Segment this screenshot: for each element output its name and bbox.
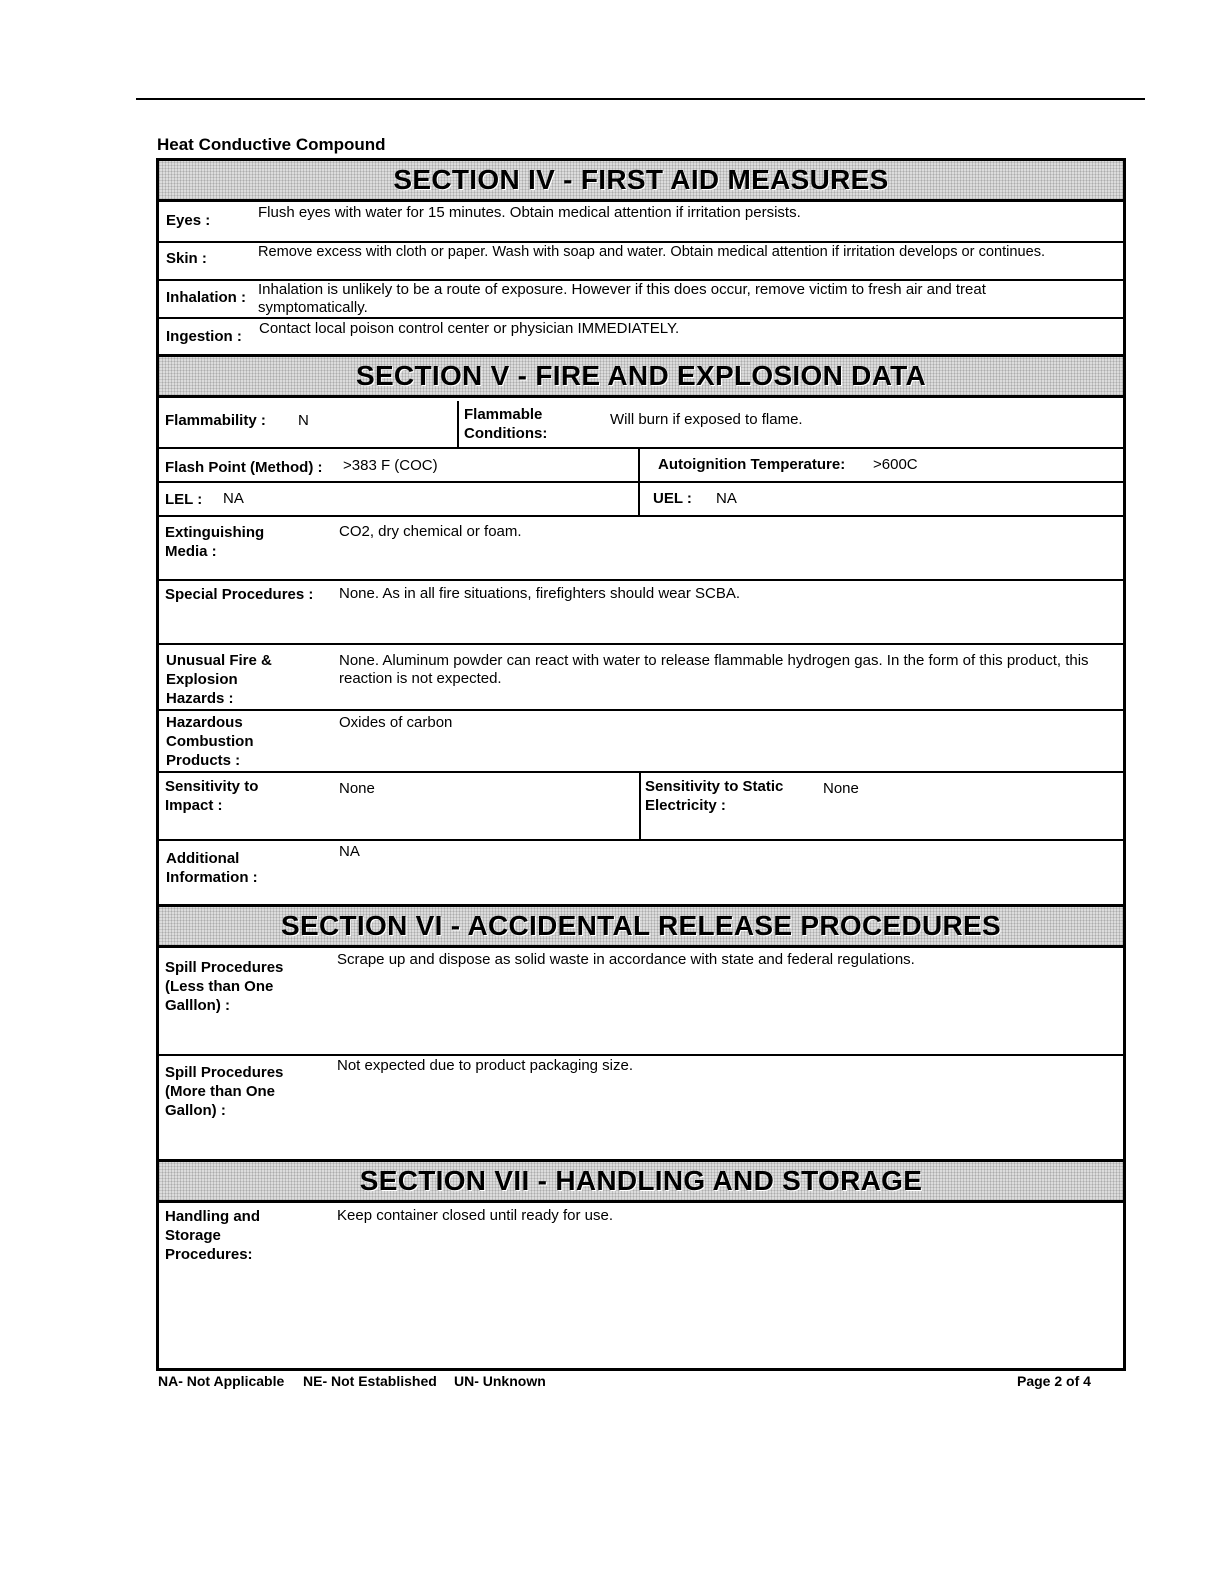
section-vi-header <box>159 907 1123 948</box>
spill-large-value: Not expected due to product packaging size. <box>337 1057 634 1074</box>
skin-label: Skin : <box>166 250 207 267</box>
flammability-value: N <box>298 412 309 429</box>
row-divider <box>159 839 1123 841</box>
autoignition-label: Autoignition Temperature: <box>658 456 846 473</box>
row-divider <box>159 1054 1123 1056</box>
autoignition-value: >600C <box>873 456 918 473</box>
inhalation-label: Inhalation : <box>166 289 246 306</box>
cell-divider <box>639 773 641 839</box>
unusual-hazards-value: None. Aluminum powder can react with water to release flammable hydrogen gas. In the form of this product, this reaction is not expected. <box>339 652 1089 687</box>
spill-large-label: Spill Procedures (More than One Gallon) : <box>165 1064 284 1119</box>
top-rule <box>136 98 1145 100</box>
row-divider <box>159 709 1123 711</box>
row-divider <box>159 515 1123 517</box>
sensitivity-impact-value: None <box>339 780 375 797</box>
extinguishing-label: Extinguishing Media : <box>165 524 265 560</box>
row-divider <box>159 481 1123 483</box>
lel-value: NA <box>223 490 244 507</box>
row-divider <box>159 643 1123 645</box>
additional-info-label: Additional Information : <box>166 850 258 886</box>
sensitivity-static-label: Sensitivity to Static Electricity : <box>645 778 784 814</box>
extinguishing-value: CO2, dry chemical or foam. <box>339 523 522 540</box>
row-divider <box>159 447 1123 449</box>
lel-label: LEL : <box>165 491 203 508</box>
row-divider <box>159 317 1123 319</box>
product-name: Heat Conductive Compound <box>157 135 386 154</box>
section-v-title: SECTION V - FIRE AND EXPLOSION DATA <box>355 360 926 391</box>
section-vii-title: SECTION VII - HANDLING AND STORAGE <box>359 1165 923 1196</box>
footer-ne: NE- Not Established <box>303 1373 437 1389</box>
combustion-products-value: Oxides of carbon <box>339 714 453 731</box>
cell-divider <box>457 401 459 447</box>
sensitivity-static-value: None <box>823 780 859 797</box>
eyes-label: Eyes : <box>166 212 211 229</box>
section-vii-header <box>159 1162 1123 1203</box>
section-v-header <box>159 357 1123 398</box>
row-divider <box>159 771 1123 773</box>
additional-info-value: NA <box>339 843 360 860</box>
msds-form <box>156 158 1126 1371</box>
spill-small-label: Spill Procedures (Less than One Galllon) : <box>165 959 284 1014</box>
section-vi-title: SECTION VI - ACCIDENTAL RELEASE PROCEDURES <box>281 910 1001 941</box>
sensitivity-impact-label: Sensitivity to Impact : <box>165 778 259 814</box>
flash-point-label: Flash Point (Method) : <box>165 459 323 476</box>
special-procedures-label: Special Procedures : <box>165 586 314 603</box>
flammable-conditions-label: Flammable Conditions: <box>464 406 548 442</box>
page-number: Page 2 of 4 <box>1017 1373 1091 1389</box>
handling-value: Keep container closed until ready for use. <box>337 1207 613 1224</box>
flash-point-value: >383 F (COC) <box>343 457 438 474</box>
combustion-products-label: Hazardous Combustion Products : <box>166 714 254 769</box>
flammability-label: Flammability : <box>165 412 266 429</box>
special-procedures-value: None. As in all fire situations, firefighters should wear SCBA. <box>339 585 741 602</box>
uel-value: NA <box>716 490 737 507</box>
spill-small-value: Scrape up and dispose as solid waste in accordance with state and federal regulations. <box>337 951 915 968</box>
row-divider <box>159 579 1123 581</box>
footer-un: UN- Unknown <box>454 1373 546 1389</box>
inhalation-value: Inhalation is unlikely to be a route of exposure. However if this does occur, remove victim to fresh air and treat symptomatically. <box>258 281 986 316</box>
eyes-value: Flush eyes with water for 15 minutes. Obtain medical attention if irritation persists. <box>258 204 801 221</box>
handling-label: Handling and Storage Procedures: <box>165 1208 260 1263</box>
section-iv-title: SECTION IV - FIRST AID MEASURES <box>393 164 889 195</box>
unusual-hazards-label: Unusual Fire & Explosion Hazards : <box>166 652 272 707</box>
flammable-conditions-value: Will burn if exposed to flame. <box>610 411 803 428</box>
ingestion-label: Ingestion : <box>166 328 242 345</box>
ingestion-value: Contact local poison control center or physician IMMEDIATELY. <box>259 320 680 337</box>
section-iv-header <box>159 161 1123 202</box>
skin-value: Remove excess with cloth or paper. Wash with soap and water. Obtain medical attention if irritation develops or continues. <box>258 244 1046 260</box>
uel-label: UEL : <box>653 490 692 507</box>
footer-na: NA- Not Applicable <box>158 1373 285 1389</box>
